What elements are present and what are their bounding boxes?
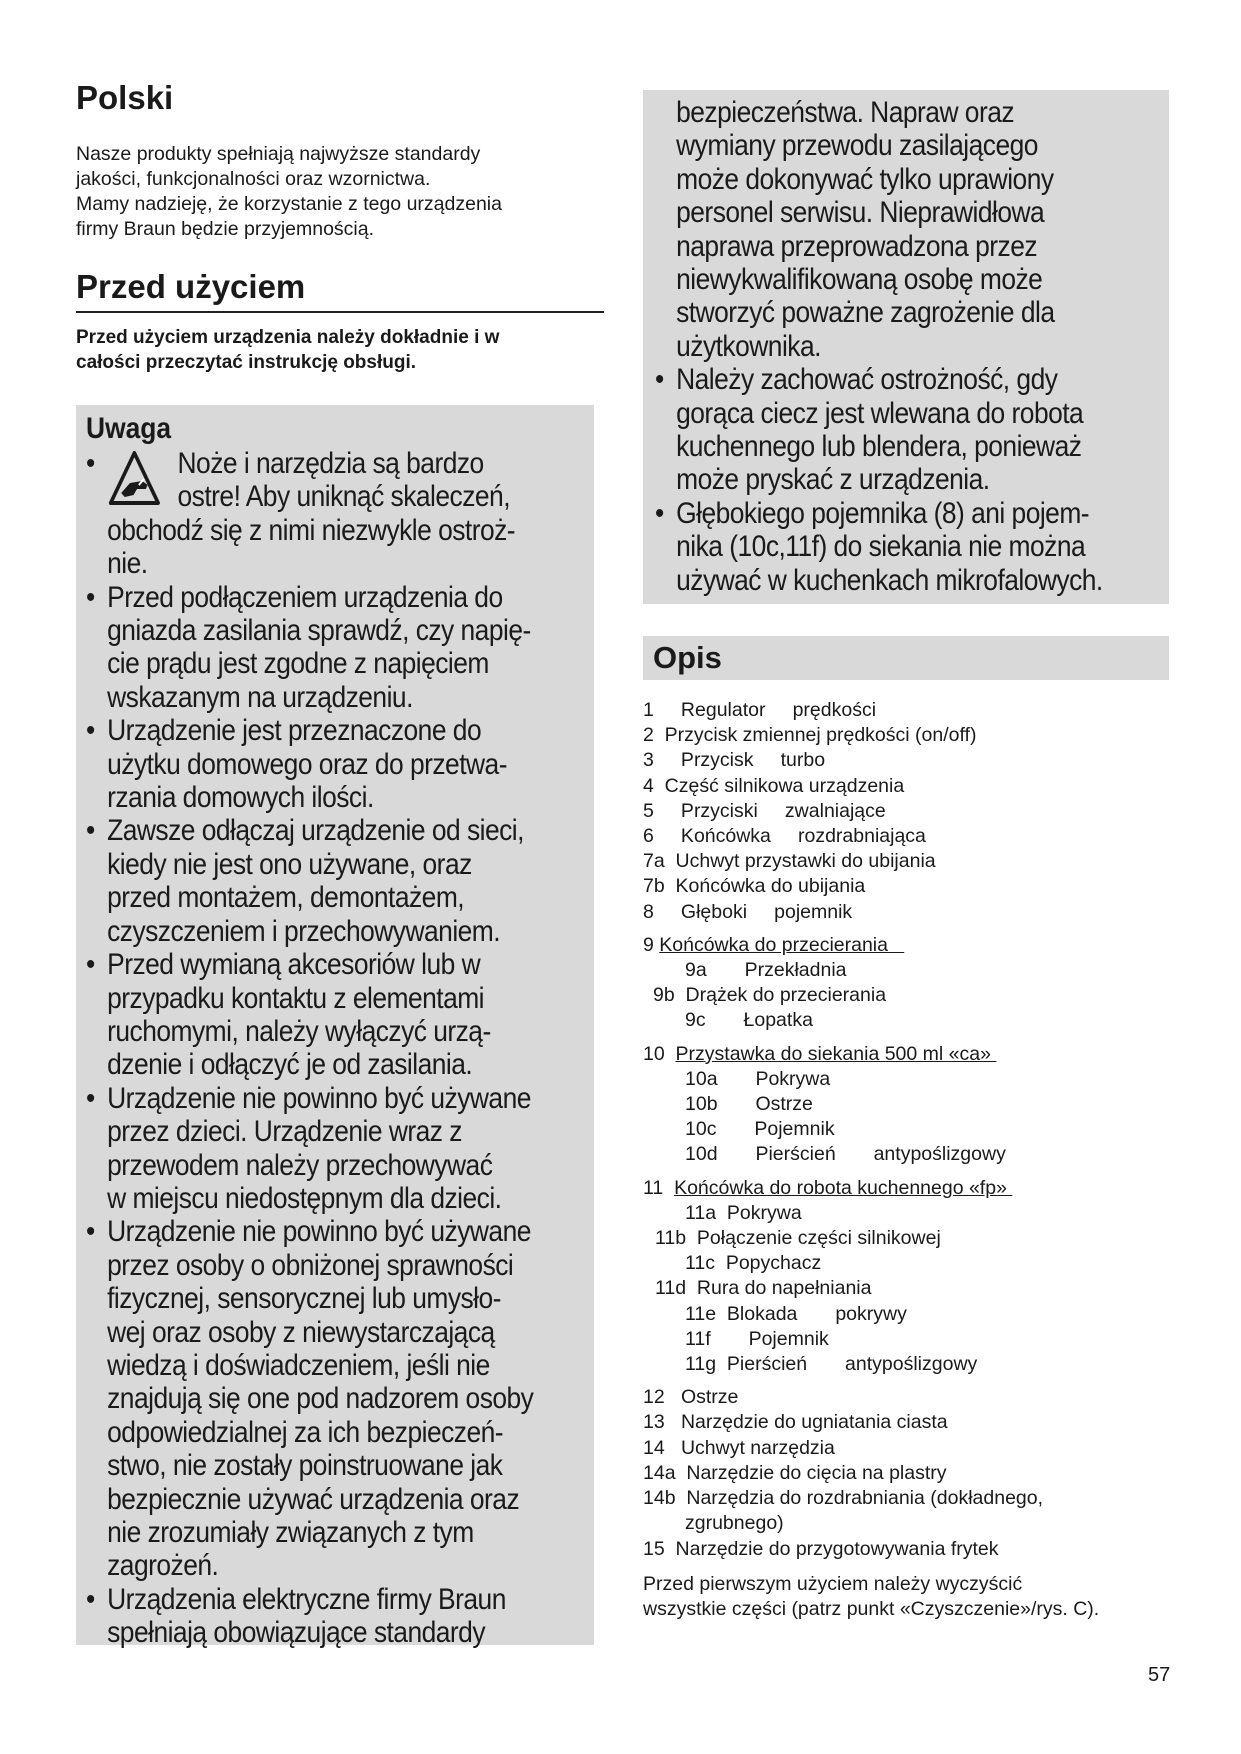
part-item: 11g Pierścień antypoślizgowy <box>685 1353 978 1376</box>
warning-text: ruchomymi, należy wyłączyć urzą- <box>107 1014 491 1048</box>
part-item: 14 Uchwyt narzędzia <box>643 1436 835 1459</box>
warning-text: Urządzenie nie powinno być używane <box>107 1081 531 1115</box>
warning-title: Uwaga <box>86 412 172 445</box>
warning-line <box>655 129 1107 162</box>
warning-text: może dokonywać tylko uprawiony <box>676 162 1054 196</box>
warning-line <box>655 430 1107 463</box>
warning-text: znajdują się one pod nadzorem osoby <box>107 1382 534 1416</box>
warning-text: Zawsze odłączaj urządzenie od sieci, <box>107 814 524 848</box>
warning-text: dzenie i odłączyć je od zasilania. <box>107 1048 473 1082</box>
warning-line <box>655 463 1107 496</box>
warning-text: bezpiecznie używać urządzenia oraz <box>107 1482 520 1516</box>
part-item: 7a Uchwyt przystawki do ubijania <box>643 850 936 873</box>
warning-line <box>86 1516 533 1549</box>
warning-line <box>86 647 533 680</box>
warning-line <box>86 848 533 881</box>
list-gap <box>643 1168 1169 1176</box>
part-number: 10 <box>643 1042 676 1065</box>
warning-text: może pryskać z urządzenia. <box>676 463 990 497</box>
bullet-dot: • <box>86 1081 95 1115</box>
part-item: 6 Końcówka rozdrabniająca <box>643 825 926 848</box>
bullet-dot: • <box>86 447 95 480</box>
part-item: 15 Narzędzie do przygotowywania frytek <box>643 1537 999 1560</box>
warning-line <box>86 1382 533 1415</box>
warning-bullet-line <box>86 447 533 480</box>
part-item: 10b Ostrze <box>685 1093 813 1116</box>
warning-text: Głębokiego pojemnika (8) ani pojem- <box>676 496 1090 530</box>
part-item: 2 Przycisk zmiennej prędkości (on/off) <box>643 724 977 747</box>
part-item: 11b Połączenie części silnikowej <box>655 1227 941 1250</box>
warning-text: Przed podłączeniem urządzenia do <box>107 580 503 614</box>
warning-bullet-line <box>655 497 1107 530</box>
part-item: 12 Ostrze <box>643 1386 739 1409</box>
part-group-title: Przystawka do siekania 500 ml «ca» <box>675 1042 997 1065</box>
warning-text: używać w kuchenkach mikrofalowych. <box>676 563 1103 597</box>
part-item: 11f Pojemnik <box>685 1327 829 1350</box>
warning-line <box>86 1015 533 1048</box>
part-item <box>643 1042 1169 1067</box>
warning-text: kuchennego lub blendera, ponieważ <box>676 430 1082 464</box>
warning-text: wskazanym na urządzeniu. <box>107 680 413 714</box>
warning-bullet-line <box>86 581 533 614</box>
warning-line <box>655 230 1107 263</box>
before-use-heading: Przed użyciem <box>76 269 604 313</box>
bullet-dot: • <box>86 948 95 982</box>
warning-text: naprawa przeprowadzona przez <box>676 229 1038 263</box>
warning-text: przez dzieci. Urządzenie wraz z <box>107 1115 462 1149</box>
part-item: 7b Końcówka do ubijania <box>643 875 866 898</box>
list-gap <box>643 1034 1169 1042</box>
intro-line: Nasze produkty spełniają najwyższe standardy <box>76 143 481 165</box>
warning-line <box>86 547 533 580</box>
after-line: Przed pierwszym użyciem należy wyczyścić <box>643 1572 1023 1595</box>
warning-text: Urządzenie nie powinno być używane <box>107 1215 531 1249</box>
part-item: 10a Pokrywa <box>685 1067 831 1090</box>
warning-line <box>86 748 533 781</box>
warning-text: Urządzenie jest przeznaczone do <box>107 714 482 748</box>
part-item: 10d Pierścień antypoślizgowy <box>685 1143 1006 1166</box>
warning-line <box>86 1616 533 1649</box>
part-item <box>643 1176 1169 1201</box>
bullet-dot: • <box>655 363 664 397</box>
warning-text: zagrożeń. <box>107 1549 219 1583</box>
warning-text: odpowiedzialnej za ich bezpieczeń- <box>107 1415 504 1449</box>
list-gap <box>643 925 1169 933</box>
warning-line <box>86 1282 533 1315</box>
after-line: wszystkie części (patrz punkt «Czyszczenie»/rys. C). <box>643 1597 1100 1620</box>
warning-line <box>86 1149 533 1182</box>
right-column <box>643 90 1169 1622</box>
warning-text: Noże i narzędzia są bardzo <box>177 447 484 480</box>
warning-line <box>655 530 1107 563</box>
part-item: 8 Głęboki pojemnik <box>643 900 853 923</box>
warning-text: użytku domowego oraz do przetwa- <box>107 747 507 781</box>
part-number: 9 <box>643 933 660 956</box>
warning-line <box>86 614 533 647</box>
part-item: 13 Narzędzie do ugniatania ciasta <box>643 1411 948 1434</box>
warning-line <box>86 1349 533 1382</box>
warning-text: fizycznej, sensorycznej lub umysło- <box>107 1282 501 1316</box>
part-item: 9a Przekładnia <box>685 959 847 982</box>
warning-bullet-line <box>86 714 533 747</box>
part-item <box>643 933 1169 958</box>
warning-line <box>86 514 533 547</box>
warning-line <box>655 196 1107 229</box>
bullet-dot: • <box>655 496 664 530</box>
part-item: 14a Narzędzie do cięcia na plastry <box>643 1461 947 1484</box>
part-group-title: Końcówka do robota kuchennego «fp» <box>674 1176 1013 1199</box>
warning-text: przewodem należy przechowywać <box>107 1148 493 1182</box>
warning-bullet-line <box>86 1215 533 1248</box>
bullet-dot: • <box>86 580 95 614</box>
warning-line <box>655 564 1107 597</box>
warning-line <box>86 1483 533 1516</box>
warning-line <box>86 1048 533 1081</box>
note-line: całości przeczytać instrukcję obsługi. <box>76 352 417 373</box>
warning-line <box>655 330 1107 363</box>
warning-line <box>86 1115 533 1148</box>
warning-text: ostre! Aby uniknąć skaleczeń, <box>177 480 511 514</box>
warning-box <box>76 405 594 1650</box>
part-item: zgrubnego) <box>685 1512 784 1535</box>
part-item: 11e Blokada pokrywy <box>685 1302 907 1325</box>
warning-text: przez osoby o obniżonej sprawności <box>107 1248 514 1282</box>
warning-text: nie. <box>107 547 148 581</box>
warning-line <box>86 1549 533 1582</box>
warning-line <box>86 681 533 714</box>
warning-text: niewykwalifikowaną osobę może <box>676 263 1043 297</box>
warning-bullet-line <box>86 948 533 981</box>
warning-text: wej oraz osoby z niewystarczającą <box>107 1315 495 1349</box>
warning-line <box>86 1416 533 1449</box>
intro-paragraph <box>76 142 604 242</box>
bullet-dot: • <box>86 1582 95 1616</box>
warning-text: personel serwisu. Nieprawidłowa <box>676 196 1045 230</box>
after-note <box>643 1572 1169 1622</box>
warning-line <box>655 163 1107 196</box>
warning-text: gniazda zasilania sprawdź, czy napię- <box>107 614 531 648</box>
bullet-dot: • <box>86 1215 95 1249</box>
warning-text: wymiany przewodu zasilającego <box>676 129 1038 163</box>
warning-line <box>86 982 533 1015</box>
note-line: Przed użyciem urządzenia należy dokładnie i w <box>76 327 500 348</box>
parts-list <box>643 698 1169 1562</box>
part-item: 3 Przycisk turbo <box>643 749 826 772</box>
warning-text: nie zrozumiały związanych z tym <box>107 1516 474 1549</box>
warning-text: nika (10c,11f) do siekania nie można <box>676 530 1086 564</box>
part-item: 4 Część silnikowa urządzenia <box>643 774 905 797</box>
part-group-title: Końcówka do przecierania <box>659 933 905 956</box>
part-item: 14b Narzędzia do rozdrabniania (dokładnego, <box>643 1487 1044 1510</box>
intro-line: jakości, funkcjonalności oraz wzornictwa. <box>76 168 431 190</box>
part-item: 11c Popychacz <box>685 1252 822 1275</box>
warning-lines <box>655 96 1169 597</box>
warning-box-continued <box>643 90 1169 604</box>
part-item: 5 Przyciski zwalniające <box>643 799 886 822</box>
warning-text: spełniają obowiązujące standardy <box>107 1616 486 1650</box>
part-item: 10c Pojemnik <box>685 1118 835 1141</box>
warning-line <box>86 1249 533 1282</box>
warning-bullet-line <box>655 363 1107 396</box>
part-item: 9c Łopatka <box>685 1009 813 1032</box>
opis-heading: Opis <box>643 636 1169 680</box>
warning-line <box>86 1449 533 1482</box>
warning-line <box>86 1182 533 1215</box>
warning-bullet-line <box>86 814 533 847</box>
part-item: 11d Rura do napełniania <box>655 1277 872 1300</box>
warning-text: stworzyć poważne zagrożenie dla <box>676 296 1055 330</box>
warning-text: obchodź się z nimi niezwykle ostroż- <box>107 513 516 547</box>
warning-text: Należy zachować ostrożność, gdy <box>676 363 1058 397</box>
left-column <box>76 79 604 1650</box>
warning-bullet-line <box>86 1583 533 1616</box>
warning-bullet-line <box>86 1082 533 1115</box>
intro-line: Mamy nadzieję, że korzystanie z tego urządzenia <box>76 193 502 215</box>
warning-line <box>86 1316 533 1349</box>
warning-text: bezpieczeństwa. Napraw oraz <box>676 96 1015 129</box>
warning-text: czyszczeniem i przechowywaniem. <box>107 914 501 948</box>
warning-text: gorąca ciecz jest wlewana do robota <box>676 396 1084 430</box>
part-item: 11a Pokrywa <box>685 1201 802 1224</box>
warning-text: rzania domowych ilości. <box>107 781 374 815</box>
intro-line: firmy Braun będzie przyjemnością. <box>76 218 375 240</box>
list-gap <box>643 1377 1169 1385</box>
warning-text: Przed wymianą akcesoriów lub w <box>107 948 481 982</box>
warning-line <box>86 781 533 814</box>
warning-text: stwo, nie zostały poinstruowane jak <box>107 1449 503 1483</box>
warning-text: w miejscu niedostępnym dla dzieci. <box>107 1181 502 1215</box>
warning-lines <box>86 447 594 1650</box>
warning-line <box>86 480 533 513</box>
before-use-note <box>76 325 604 375</box>
warning-line <box>655 263 1107 296</box>
warning-line <box>655 296 1107 329</box>
part-item: 9b Drążek do przecierania <box>653 984 887 1007</box>
bullet-dot: • <box>86 714 95 748</box>
page-number: 57 <box>1148 1664 1171 1686</box>
warning-text: przed montażem, demontażem, <box>107 881 465 915</box>
warning-line <box>86 915 533 948</box>
warning-line <box>655 96 1107 129</box>
bullet-dot: • <box>86 814 95 848</box>
warning-text: kiedy nie jest ono używane, oraz <box>107 847 472 881</box>
warning-text: wiedzą i doświadczeniem, jeśli nie <box>107 1348 490 1382</box>
warning-text: przypadku kontaktu z elementami <box>107 981 485 1015</box>
warning-line <box>86 881 533 914</box>
warning-text: cie prądu jest zgodne z napięciem <box>107 647 489 681</box>
part-item: 1 Regulator prędkości <box>643 699 877 721</box>
warning-text: Urządzenia elektryczne firmy Braun <box>107 1582 506 1616</box>
language-title: Polski <box>76 79 174 116</box>
part-number: 11 <box>643 1176 675 1199</box>
warning-line <box>655 397 1107 430</box>
warning-text: użytkownika. <box>676 329 821 363</box>
